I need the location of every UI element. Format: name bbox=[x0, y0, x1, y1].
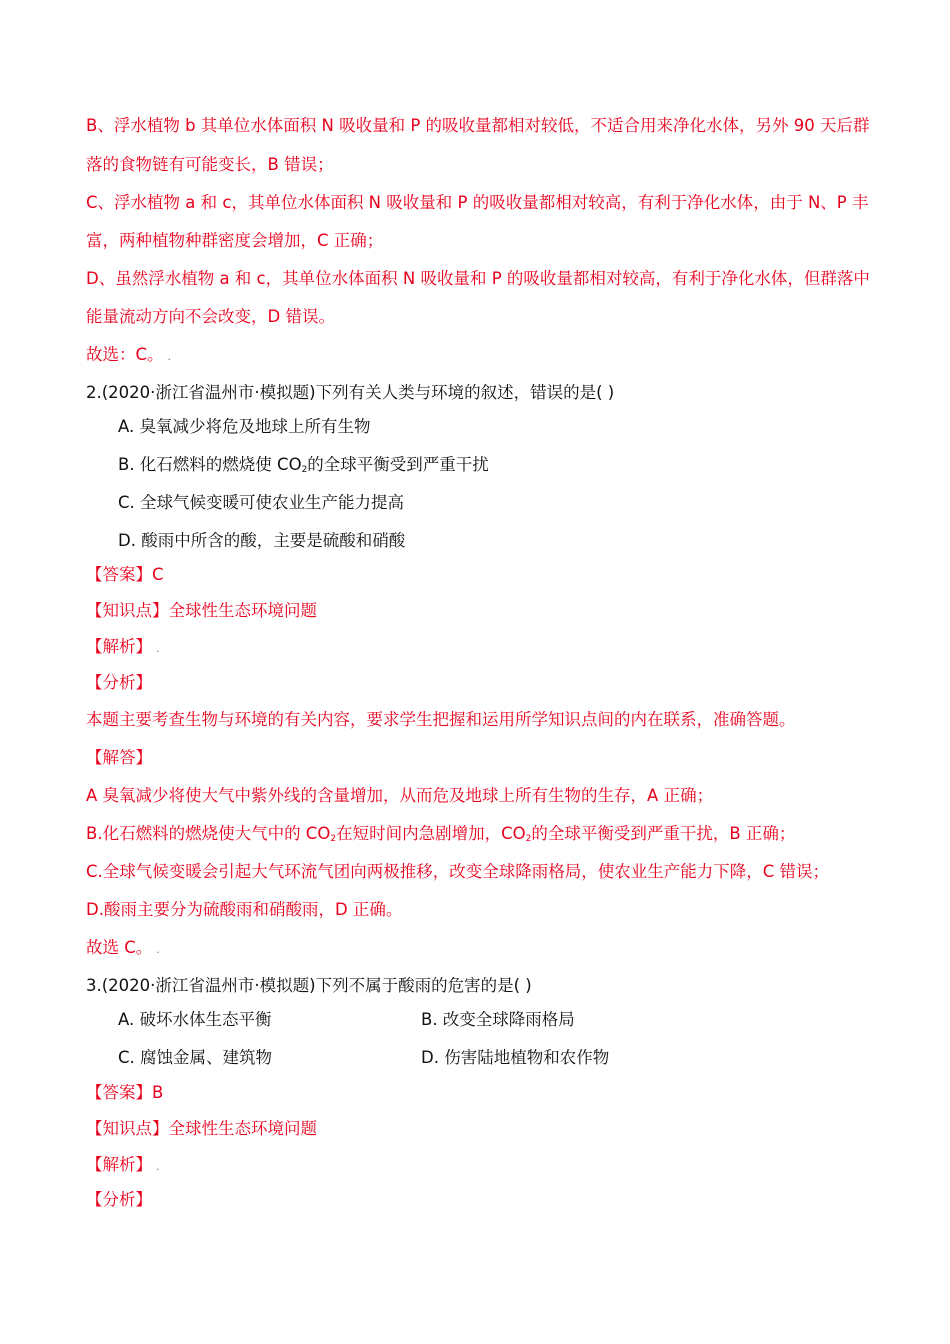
q1-explanation-c-line1: C、浮水植物 a 和 c，其单位水体面积 N 吸收量和 P 的吸收量都相对较高，有利于净化水体，由于 N、P 丰 bbox=[86, 193, 869, 212]
q1-explanation-d-line1: D、虽然浮水植物 a 和 c，其单位水体面积 N 吸收量和 P 的吸收量都相对较高，有利于净化水体，但群落中 bbox=[86, 269, 870, 288]
q3-analysis-heading: 【解析】 . bbox=[86, 1155, 160, 1174]
q3-option-a: A. 破坏水体生态平衡 bbox=[118, 1010, 272, 1029]
q2-option-a: A. 臭氧减少将危及地球上所有生物 bbox=[118, 417, 371, 436]
q2-jieda-heading: 【解答】 bbox=[86, 748, 152, 767]
q1-explanation-d-line2: 能量流动方向不会改变，D 错误。 bbox=[86, 307, 335, 326]
q2-knowledge-point: 【知识点】全球性生态环境问题 bbox=[86, 601, 317, 620]
q3-knowledge-point: 【知识点】全球性生态环境问题 bbox=[86, 1119, 317, 1138]
q3-stem: 3.(2020·浙江省温州市·模拟题)下列不属于酸雨的危害的是( ) bbox=[86, 976, 532, 995]
q2-jieda-b: B.化石燃料的燃烧使大气中的 $CO_2$在短时间内急剧增加，$CO_2$的全球平衡受到严重干扰，B 正确； bbox=[86, 824, 796, 844]
q2-jieda-a: A 臭氧减少将使大气中紫外线的含量增加，从而危及地球上所有生物的生存，A 正确； bbox=[86, 786, 714, 805]
q2-option-d: D. 酸雨中所含的酸，主要是硫酸和硝酸 bbox=[118, 531, 406, 550]
q2-fenxi-heading: 【分析】 bbox=[86, 673, 152, 692]
q2-jieda-c: C.全球气候变暖会引起大气环流气团向两极推移，改变全球降雨格局，使农业生产能力下降，C 错误； bbox=[86, 862, 830, 881]
q1-conclusion: 故选：C。 . bbox=[86, 345, 172, 364]
q3-option-b: B. 改变全球降雨格局 bbox=[421, 1010, 575, 1029]
q3-answer: 【答案】B bbox=[86, 1083, 164, 1102]
q1-explanation-b-line2: 落的食物链有可能变长，B 错误； bbox=[86, 155, 334, 174]
q1-explanation-b-line1: B、浮水植物 b 其单位水体面积 N 吸收量和 P 的吸收量都相对较低，不适合用来净化水体，另外 90 天后群 bbox=[86, 116, 870, 135]
q2-analysis-heading: 【解析】 . bbox=[86, 637, 160, 656]
q2-conclusion: 故选 C。 . bbox=[86, 938, 160, 957]
q2-answer: 【答案】C bbox=[86, 565, 164, 584]
q1-explanation-c-line2: 富，两种植物种群密度会增加，C 正确； bbox=[86, 231, 384, 250]
q3-option-c: C. 腐蚀金属、建筑物 bbox=[118, 1048, 273, 1067]
q2-fenxi-body: 本题主要考查生物与环境的有关内容，要求学生把握和运用所学知识点间的内在联系，准确答题。 bbox=[86, 710, 796, 729]
q2-option-c: C. 全球气候变暖可使农业生产能力提高 bbox=[118, 493, 405, 512]
q3-fenxi-heading: 【分析】 bbox=[86, 1190, 152, 1209]
q2-jieda-d: D.酸雨主要分为硫酸雨和硝酸雨，D 正确。 bbox=[86, 900, 403, 919]
q2-option-b: B. 化石燃料的燃烧使 $CO_2$的全球平衡受到严重干扰 bbox=[118, 455, 489, 475]
q3-option-d: D. 伤害陆地植物和农作物 bbox=[421, 1048, 610, 1067]
q2-stem: 2.(2020·浙江省温州市·模拟题)下列有关人类与环境的叙述，错误的是( ) bbox=[86, 383, 615, 402]
